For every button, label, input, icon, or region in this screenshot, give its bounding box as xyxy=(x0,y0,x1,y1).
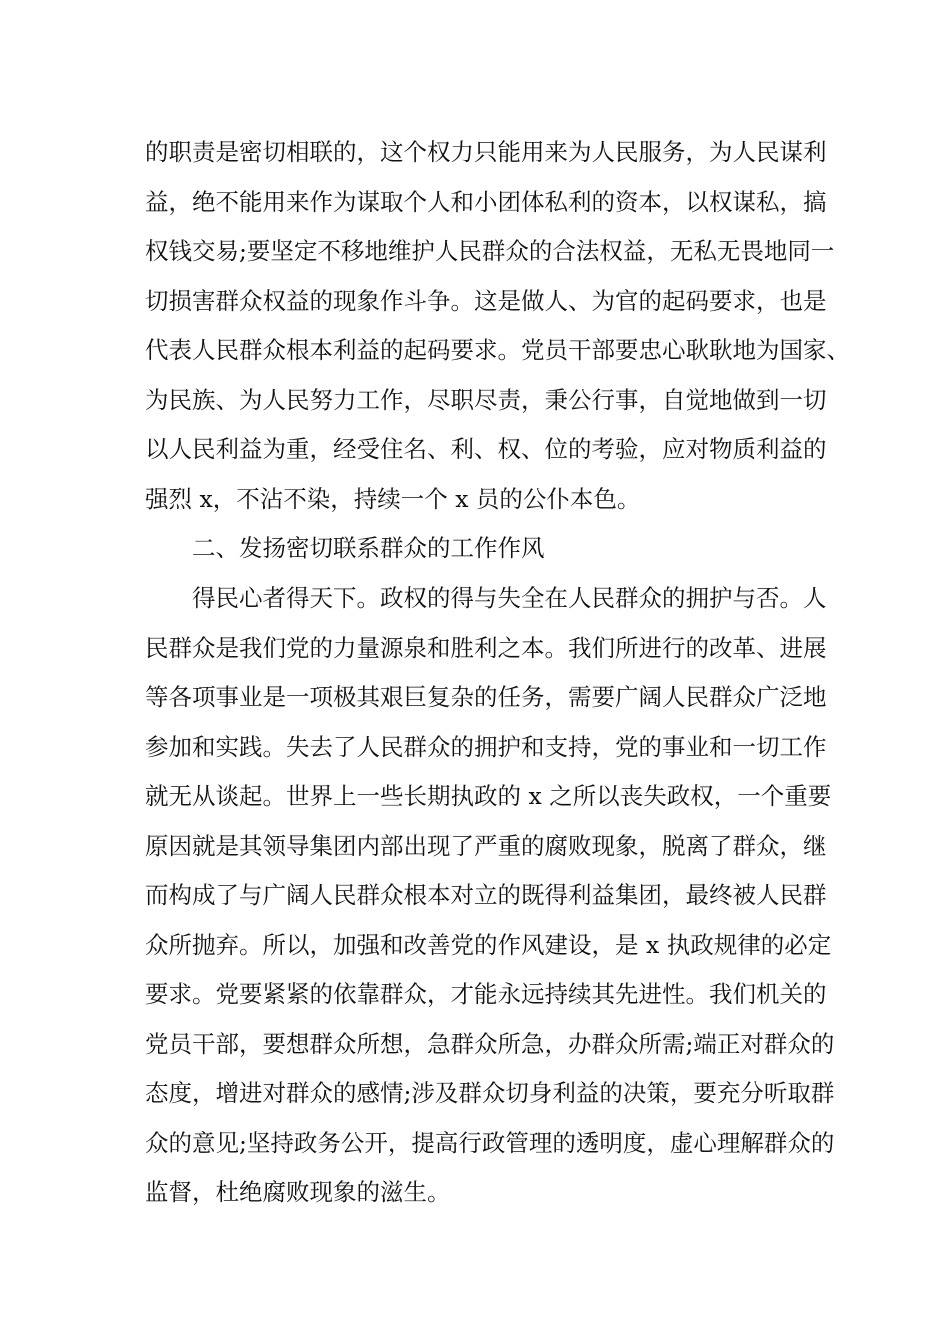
text-line: 等各项事业是一项极其艰巨复杂的任务，需要广阔人民群众广泛地 xyxy=(145,683,827,711)
text-line: 民群众是我们党的力量源泉和胜利之本。我们所进行的改革、进展 xyxy=(145,633,827,662)
text-line: 要求。党要紧紧的依靠群众，才能永远持续其先进性。我们机关的 xyxy=(145,980,827,1008)
text-line: 就无从谈起。世界上一些长期执政的 x 之所以丧失政权，一个重要 xyxy=(145,782,832,810)
text-line: 权钱交易;要坚定不移地维护人民群众的合法权益，无私无畏地同一 xyxy=(145,237,835,265)
text-line: 参加和实践。失去了人民群众的拥护和支持，党的事业和一切工作 xyxy=(145,732,827,761)
section-heading-text: 二、发扬密切联系群众的工作作风 xyxy=(192,534,545,562)
paragraph-main xyxy=(145,574,835,1218)
text-line: 切损害群众权益的现象作斗争。这是做人、为官的起码要求，也是 xyxy=(145,286,827,315)
text-line: 党员干部，要想群众所想，急群众所急，办群众所需;端正对群众的 xyxy=(145,1029,835,1058)
text-line: 得民心者得天下。政权的得与失全在人民群众的拥护与否。人 xyxy=(192,584,827,612)
text-line: 而构成了与广阔人民群众根本对立的既得利益集团，最终被人民群 xyxy=(145,881,827,909)
text-line: 强烈 x，不沾不染，持续一个 x 员的公仆本色。 xyxy=(145,484,641,513)
paragraph-continuation xyxy=(145,128,850,524)
section-heading xyxy=(145,524,807,574)
text-line: 众的意见;坚持政务公开，提高行政管理的透明度，虚心理解群众的 xyxy=(145,1128,835,1157)
text-line: 为民族、为人民努力工作，尽职尽责，秉公行事，自觉地做到一切 xyxy=(145,385,827,414)
text-line: 原因就是其领导集团内部出现了严重的腐败现象，脱离了群众，继 xyxy=(145,831,827,860)
text-line: 众所抛弃。所以，加强和改善党的作风建设，是 x 执政规律的必定 xyxy=(145,930,832,959)
text-line: 益，绝不能用来作为谋取个人和小团体私利的资本，以权谋私，搞 xyxy=(145,187,827,216)
text-line: 监督，杜绝腐败现象的滋生。 xyxy=(145,1178,451,1206)
text-line: 代表人民群众根本利益的起码要求。党员干部要忠心耿耿地为国家、 xyxy=(145,336,850,364)
text-line: 以人民利益为重，经受住名、利、权、位的考验，应对物质利益的 xyxy=(145,435,827,463)
text-line: 态度，增进对群众的感情;涉及群众切身利益的决策，要充分听取群 xyxy=(145,1079,835,1107)
text-line: 的职责是密切相联的，这个权力只能用来为人民服务，为人民谋利 xyxy=(145,138,827,166)
